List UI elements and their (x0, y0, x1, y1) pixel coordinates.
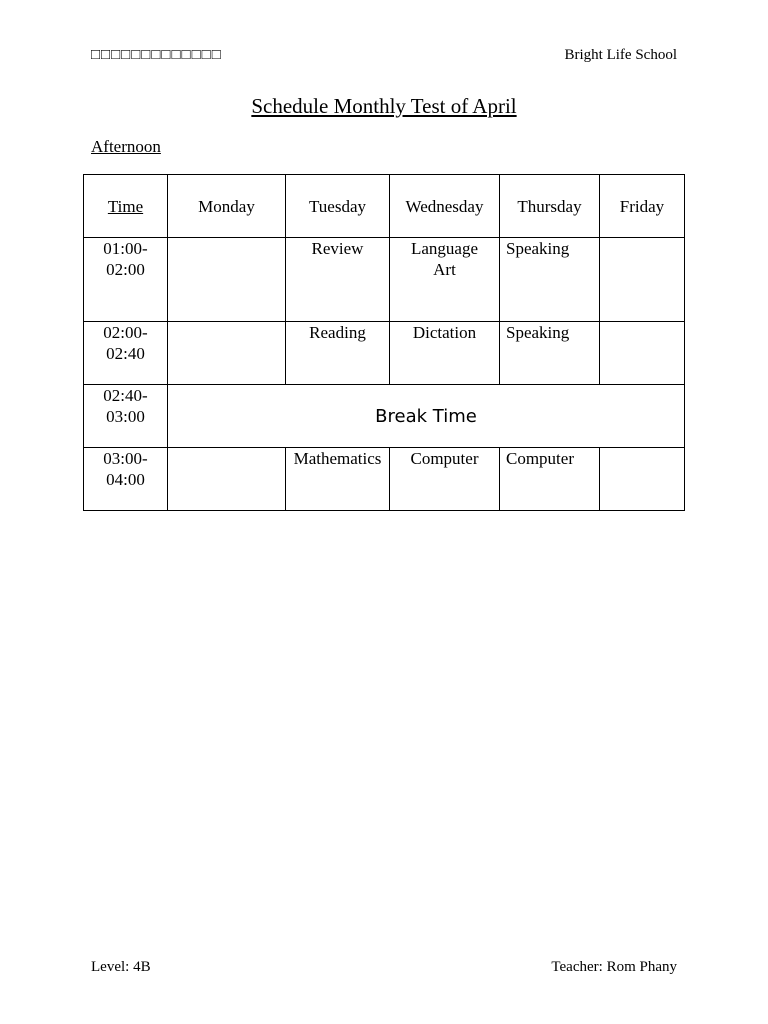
time-cell: 02:40- 03:00 (84, 385, 168, 448)
time-cell: 03:00- 04:00 (84, 448, 168, 511)
level-label: Level: 4B (91, 959, 151, 975)
tuesday-cell: Reading (286, 322, 390, 385)
header-cell-friday: Friday (600, 175, 685, 238)
thursday-cell: Computer (500, 448, 600, 511)
page-title: Schedule Monthly Test of April (251, 94, 517, 118)
friday-cell (600, 322, 685, 385)
wednesday-cell: Dictation (390, 322, 500, 385)
friday-cell (600, 448, 685, 511)
thursday-cell: Speaking (500, 238, 600, 322)
friday-cell (600, 238, 685, 322)
table-header-row (84, 175, 685, 238)
time-cell: 02:00- 02:40 (84, 322, 168, 385)
header-left-text: □□□□□□□□□□□□□ (91, 47, 222, 63)
session-label: Afternoon (91, 137, 161, 156)
header-cell-monday: Monday (168, 175, 286, 238)
monday-cell (168, 238, 286, 322)
school-name: Bright Life School (564, 47, 677, 63)
table-row (84, 322, 685, 385)
wednesday-cell: Language Art (390, 238, 500, 322)
header-cell-thursday: Thursday (500, 175, 600, 238)
tuesday-cell: Review (286, 238, 390, 322)
header-cell-time: Time (84, 175, 168, 238)
tuesday-cell: Mathematics (286, 448, 390, 511)
break-time-cell: Break Time (168, 385, 685, 448)
thursday-cell: Speaking (500, 322, 600, 385)
monday-cell (168, 448, 286, 511)
wednesday-cell: Computer (390, 448, 500, 511)
header-cell-tuesday: Tuesday (286, 175, 390, 238)
teacher-label: Teacher: Rom Phany (551, 959, 677, 975)
time-cell: 01:00- 02:00 (84, 238, 168, 322)
table-row (84, 238, 685, 322)
schedule-table (83, 174, 685, 511)
table-row (84, 385, 685, 448)
header-cell-wednesday: Wednesday (390, 175, 500, 238)
monday-cell (168, 322, 286, 385)
table-row (84, 448, 685, 511)
